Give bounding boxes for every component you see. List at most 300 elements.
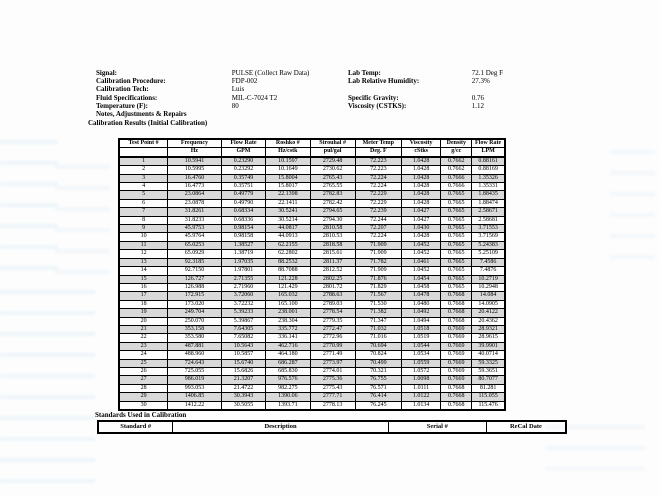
table-cell: 336.141 bbox=[266, 334, 310, 342]
table-cell: 0.7665 bbox=[441, 191, 472, 199]
table-cell: 2 bbox=[119, 166, 168, 174]
table-cell: 2794.65 bbox=[310, 208, 355, 216]
table-cell: 2815.61 bbox=[310, 250, 355, 258]
table-cell: 3 bbox=[119, 174, 168, 182]
table-cell: 5 bbox=[119, 191, 168, 199]
table-row bbox=[119, 275, 505, 283]
table-row bbox=[119, 241, 505, 249]
table-cell: ReCal Date bbox=[486, 421, 566, 433]
table-cell: 10.1597 bbox=[266, 157, 310, 166]
table-cell: 115.476 bbox=[472, 401, 505, 410]
table-cell: 88.7088 bbox=[266, 267, 310, 275]
table-row bbox=[98, 421, 566, 433]
table-cell: 464.180 bbox=[266, 351, 310, 359]
table-row bbox=[119, 292, 505, 300]
table-cell: 15.6740 bbox=[221, 359, 265, 367]
table-cell: 71.530 bbox=[355, 300, 401, 308]
table-row bbox=[119, 283, 505, 291]
info-row bbox=[348, 77, 503, 85]
info-row bbox=[348, 69, 503, 77]
table-cell: 2812.52 bbox=[310, 267, 355, 275]
table-cell: 17 bbox=[119, 292, 168, 300]
table-cell: 71.032 bbox=[355, 325, 401, 333]
table-row bbox=[119, 166, 505, 174]
calibration-table-header bbox=[119, 139, 505, 157]
table-cell: 1.97035 bbox=[221, 258, 265, 266]
table-row bbox=[119, 351, 505, 359]
table-cell: 72.244 bbox=[355, 216, 401, 224]
table-cell: 20.4362 bbox=[472, 317, 505, 325]
table-cell: 724.643 bbox=[168, 359, 222, 367]
info-row-spacer bbox=[348, 85, 503, 93]
table-cell: Flow Rate bbox=[221, 139, 265, 148]
table-cell: 2765.43 bbox=[310, 174, 355, 182]
table-cell: 5.25109 bbox=[472, 250, 505, 258]
table-cell: 10.5995 bbox=[168, 166, 222, 174]
table-cell: 2.58681 bbox=[472, 216, 505, 224]
table-cell: 19 bbox=[119, 309, 168, 317]
table-cell: 1.0430 bbox=[401, 225, 440, 233]
table-cell: Roshko # bbox=[266, 139, 310, 148]
table-cell: 8 bbox=[119, 216, 168, 224]
table-cell: 72.229 bbox=[355, 191, 401, 199]
table-row bbox=[119, 183, 505, 191]
table-cell: 0.7665 bbox=[441, 225, 472, 233]
table-cell: 13 bbox=[119, 258, 168, 266]
table-cell: 1.0492 bbox=[401, 309, 440, 317]
table-cell: 0.49779 bbox=[221, 191, 265, 199]
scan-artifact bbox=[55, 165, 110, 275]
table-cell: 2773.97 bbox=[310, 359, 355, 367]
standards-table bbox=[97, 420, 567, 434]
table-cell: 72.224 bbox=[355, 174, 401, 182]
table-cell: Test Point # bbox=[119, 139, 168, 148]
field-value: 72.1 Deg F bbox=[471, 69, 504, 77]
table-cell: 2774.01 bbox=[310, 367, 355, 375]
table-cell: 0.35751 bbox=[221, 183, 265, 191]
table-cell: 40.0714 bbox=[472, 351, 505, 359]
table-cell: 21.3207 bbox=[221, 376, 265, 384]
table-row bbox=[119, 250, 505, 258]
field-label: Lab Temp: bbox=[348, 69, 381, 77]
table-cell: 2777.71 bbox=[310, 393, 355, 401]
table-row bbox=[119, 216, 505, 224]
table-cell: 0.7665 bbox=[441, 241, 472, 249]
scan-artifact bbox=[0, 140, 58, 270]
table-cell: 0.7665 bbox=[441, 283, 472, 291]
table-cell: 0.7665 bbox=[441, 275, 472, 283]
table-cell: 115.055 bbox=[472, 393, 505, 401]
table-cell: Deg. F bbox=[355, 148, 401, 157]
table-cell: 1.0461 bbox=[401, 258, 440, 266]
table-cell: 1.0480 bbox=[401, 300, 440, 308]
table-cell: 2775.36 bbox=[310, 376, 355, 384]
table-cell: 0.7668 bbox=[441, 401, 472, 410]
table-cell: 2794.30 bbox=[310, 216, 355, 224]
table-cell: 2779.35 bbox=[310, 317, 355, 325]
table-cell: 0.7665 bbox=[441, 258, 472, 266]
table-cell: 30.3943 bbox=[221, 393, 265, 401]
scan-artifact bbox=[610, 150, 655, 270]
table-cell: 3.71553 bbox=[472, 225, 505, 233]
table-row bbox=[119, 208, 505, 216]
field-label: Calibration Procedure: bbox=[96, 77, 166, 86]
table-cell: 1.38527 bbox=[221, 241, 265, 249]
table-cell: 27 bbox=[119, 376, 168, 384]
table-cell: 976.576 bbox=[266, 376, 310, 384]
field-label: Calibration Tech: bbox=[96, 85, 149, 94]
table-cell: 23.0878 bbox=[168, 199, 222, 207]
table-cell: 121.429 bbox=[266, 283, 310, 291]
table-cell: 71.909 bbox=[355, 241, 401, 249]
results-heading: Calibration Results (Initial Calibration) bbox=[88, 119, 208, 127]
field-value: MIL-C-7024 T2 bbox=[231, 93, 278, 102]
table-row bbox=[119, 334, 505, 342]
table-cell: 81.281 bbox=[472, 384, 505, 392]
table-cell: 2.71960 bbox=[221, 283, 265, 291]
table-cell: 1.0458 bbox=[401, 283, 440, 291]
table-cell: 71.382 bbox=[355, 309, 401, 317]
table-cell: 71.347 bbox=[355, 317, 401, 325]
table-cell: 72.229 bbox=[355, 199, 401, 207]
table-cell: 1.0544 bbox=[401, 342, 440, 350]
table-cell: 70.694 bbox=[355, 342, 401, 350]
table-row bbox=[119, 317, 505, 325]
table-cell: 2775.43 bbox=[310, 384, 355, 392]
table-row bbox=[119, 157, 505, 166]
field-label: Viscosity (CSTKS): bbox=[348, 101, 407, 110]
table-cell: 6 bbox=[119, 199, 168, 207]
table-cell: 20.4122 bbox=[472, 309, 505, 317]
table-cell: 21.4722 bbox=[221, 384, 265, 392]
table-cell: 353.158 bbox=[168, 325, 222, 333]
table-cell: 685.830 bbox=[266, 367, 310, 375]
table-cell: 1.0559 bbox=[401, 359, 440, 367]
table-cell: 1.0452 bbox=[401, 241, 440, 249]
info-row bbox=[96, 94, 309, 102]
table-cell: 70.824 bbox=[355, 351, 401, 359]
table-cell: 16.4760 bbox=[168, 174, 222, 182]
table-cell: 0.7668 bbox=[441, 393, 472, 401]
table-cell: 1.0098 bbox=[401, 376, 440, 384]
table-cell: 65.0929 bbox=[168, 250, 222, 258]
table-cell: 10.5857 bbox=[221, 351, 265, 359]
table-cell: 7.65082 bbox=[221, 334, 265, 342]
table-cell: 1.0452 bbox=[401, 267, 440, 275]
table-cell: 44.0913 bbox=[266, 233, 310, 241]
table-cell: 72.223 bbox=[355, 157, 401, 166]
table-cell: 45.9764 bbox=[168, 233, 222, 241]
table-cell: 76.414 bbox=[355, 393, 401, 401]
table-cell: 1.0428 bbox=[401, 157, 440, 166]
table-cell: 1406.85 bbox=[168, 393, 222, 401]
table-cell: 62.2802 bbox=[266, 250, 310, 258]
table-cell: 3.72232 bbox=[221, 300, 265, 308]
table-cell: 0.35749 bbox=[221, 174, 265, 182]
table-row bbox=[119, 359, 505, 367]
table-cell: 0.88169 bbox=[472, 166, 505, 174]
table-cell: Frequency bbox=[168, 139, 222, 148]
table-cell: 1.97801 bbox=[221, 267, 265, 275]
table-cell: 1.35331 bbox=[472, 183, 505, 191]
table-cell: 7.4876 bbox=[472, 267, 505, 275]
table-cell: 0.7669 bbox=[441, 376, 472, 384]
table-cell: 76.245 bbox=[355, 401, 401, 410]
table-cell: Flow Rate bbox=[472, 139, 505, 148]
table-cell: 76.571 bbox=[355, 384, 401, 392]
table-cell: 62.2155 bbox=[266, 241, 310, 249]
table-cell: 0.7666 bbox=[441, 183, 472, 191]
table-cell: 2765.55 bbox=[310, 183, 355, 191]
field-label: Temperature (F): bbox=[96, 101, 148, 110]
table-cell: Hz/cstk bbox=[266, 148, 310, 157]
table-cell: 1.88474 bbox=[472, 199, 505, 207]
table-cell: 14 bbox=[119, 267, 168, 275]
scan-artifact bbox=[0, 290, 95, 490]
table-cell: 0.7665 bbox=[441, 233, 472, 241]
table-cell: 1.0518 bbox=[401, 325, 440, 333]
table-cell: 121.228 bbox=[266, 275, 310, 283]
table-cell: 0.7668 bbox=[441, 317, 472, 325]
table-cell bbox=[119, 148, 168, 157]
table-cell: 1.0428 bbox=[401, 191, 440, 199]
table-cell: 30.5055 bbox=[221, 401, 265, 410]
table-cell: pul/gal bbox=[310, 148, 355, 157]
table-cell: 2810.58 bbox=[310, 225, 355, 233]
table-row bbox=[119, 300, 505, 308]
field-label: Fluid Specifications: bbox=[96, 93, 158, 102]
table-cell: 0.7665 bbox=[441, 250, 472, 258]
table-cell: 1.0494 bbox=[401, 317, 440, 325]
table-cell: g/cc bbox=[441, 148, 472, 157]
table-cell: 65.0253 bbox=[168, 241, 222, 249]
table-cell: 0.98154 bbox=[221, 225, 265, 233]
table-cell: 1.0428 bbox=[401, 199, 440, 207]
table-cell: 2811.37 bbox=[310, 258, 355, 266]
table-cell: 28.9321 bbox=[472, 325, 505, 333]
table-row bbox=[119, 191, 505, 199]
table-cell: 71.016 bbox=[355, 334, 401, 342]
table-cell: 1.38719 bbox=[221, 250, 265, 258]
table-cell: 0.23292 bbox=[221, 166, 265, 174]
table-cell: 2788.63 bbox=[310, 292, 355, 300]
table-cell: 172.915 bbox=[168, 292, 222, 300]
table-cell: 4 bbox=[119, 183, 168, 191]
table-cell: 1.0534 bbox=[401, 351, 440, 359]
table-cell: 22.1411 bbox=[266, 199, 310, 207]
info-row bbox=[96, 77, 309, 85]
table-cell: 725.055 bbox=[168, 367, 222, 375]
table-cell: 1.0427 bbox=[401, 208, 440, 216]
table-cell: 2772.96 bbox=[310, 334, 355, 342]
table-cell: 15.8004 bbox=[266, 174, 310, 182]
table-cell: 28.9615 bbox=[472, 334, 505, 342]
table-cell: Standard # bbox=[98, 421, 173, 433]
table-cell: 39.9901 bbox=[472, 342, 505, 350]
table-cell: 1.0427 bbox=[401, 216, 440, 224]
table-cell: 70.321 bbox=[355, 367, 401, 375]
table-cell: 1.0134 bbox=[401, 401, 440, 410]
table-cell: 0.88161 bbox=[472, 157, 505, 166]
table-cell: 2802.25 bbox=[310, 275, 355, 283]
table-cell: cStks bbox=[401, 148, 440, 157]
table-cell: 72.224 bbox=[355, 183, 401, 191]
table-cell: 993.053 bbox=[168, 384, 222, 392]
table-cell: 1.0572 bbox=[401, 367, 440, 375]
table-cell: 71.567 bbox=[355, 292, 401, 300]
table-cell: 44.0817 bbox=[266, 225, 310, 233]
field-value: 27.3% bbox=[471, 77, 490, 86]
table-cell: 7 bbox=[119, 208, 168, 216]
table-cell: 72.207 bbox=[355, 225, 401, 233]
table-cell: 0.68336 bbox=[221, 216, 265, 224]
field-value: FDP-002 bbox=[231, 77, 258, 86]
table-cell: GPM bbox=[221, 148, 265, 157]
table-cell: 0.7665 bbox=[441, 199, 472, 207]
table-cell: 1.0519 bbox=[401, 334, 440, 342]
field-label: Specific Gravity: bbox=[348, 93, 399, 102]
table-cell: 2789.03 bbox=[310, 300, 355, 308]
table-cell: 1.0428 bbox=[401, 174, 440, 182]
table-cell: 0.68334 bbox=[221, 208, 265, 216]
table-cell: 0.7665 bbox=[441, 267, 472, 275]
table-cell: 488.960 bbox=[168, 351, 222, 359]
table-cell: 30 bbox=[119, 401, 168, 410]
table-cell: 24 bbox=[119, 351, 168, 359]
table-cell: 1393.71 bbox=[266, 401, 310, 410]
table-row bbox=[119, 309, 505, 317]
table-row bbox=[119, 139, 505, 148]
table-row bbox=[119, 401, 505, 410]
field-value: 80 bbox=[231, 101, 239, 110]
table-cell: Strouhal # bbox=[310, 139, 355, 148]
table-cell: 462.716 bbox=[266, 342, 310, 350]
table-cell: 15.6826 bbox=[221, 367, 265, 375]
notes-heading: Notes, Adjustments & Repairs bbox=[96, 110, 187, 118]
table-cell: 21 bbox=[119, 325, 168, 333]
table-cell: 982.275 bbox=[266, 384, 310, 392]
table-row bbox=[119, 376, 505, 384]
table-cell: 1.0452 bbox=[401, 250, 440, 258]
table-cell: 238.304 bbox=[266, 317, 310, 325]
table-cell: 335.772 bbox=[266, 325, 310, 333]
table-cell: 15 bbox=[119, 275, 168, 283]
table-row bbox=[119, 233, 505, 241]
table-cell: 92.7150 bbox=[168, 267, 222, 275]
table-cell: 5.39867 bbox=[221, 317, 265, 325]
table-cell: 22.1398 bbox=[266, 191, 310, 199]
standards-table-header bbox=[98, 421, 566, 433]
table-cell: 0.49790 bbox=[221, 199, 265, 207]
table-cell: 30.5214 bbox=[266, 216, 310, 224]
table-cell: 26 bbox=[119, 367, 168, 375]
info-block-left bbox=[96, 69, 309, 110]
table-cell: 0.7662 bbox=[441, 166, 472, 174]
table-cell: 2.58671 bbox=[472, 208, 505, 216]
table-cell: Description bbox=[173, 421, 388, 433]
table-cell: 0.7665 bbox=[441, 216, 472, 224]
table-cell: 5.39233 bbox=[221, 309, 265, 317]
table-cell: 0.7669 bbox=[441, 325, 472, 333]
table-cell: 28 bbox=[119, 384, 168, 392]
table-cell: 10.2719 bbox=[472, 275, 505, 283]
table-cell: 72.239 bbox=[355, 208, 401, 216]
table-cell: 71.782 bbox=[355, 258, 401, 266]
table-cell: 72.224 bbox=[355, 233, 401, 241]
table-cell: 238.001 bbox=[266, 309, 310, 317]
table-cell: 10 bbox=[119, 233, 168, 241]
table-row bbox=[119, 367, 505, 375]
table-cell: 10.5941 bbox=[168, 157, 222, 166]
table-cell: 0.7669 bbox=[441, 367, 472, 375]
table-cell: 22 bbox=[119, 334, 168, 342]
field-value: Luis bbox=[231, 85, 245, 94]
table-cell: 126.988 bbox=[168, 283, 222, 291]
table-cell: 3.71569 bbox=[472, 233, 505, 241]
table-row bbox=[119, 325, 505, 333]
table-cell: 1.0428 bbox=[401, 166, 440, 174]
table-cell: 80.7077 bbox=[472, 376, 505, 384]
table-cell: 70.499 bbox=[355, 359, 401, 367]
table-cell: 88.2532 bbox=[266, 258, 310, 266]
table-cell: 76.755 bbox=[355, 376, 401, 384]
table-cell: 0.7665 bbox=[441, 208, 472, 216]
table-cell: 14.084 bbox=[472, 292, 505, 300]
table-cell: 0.7669 bbox=[441, 359, 472, 367]
table-cell: 92.3185 bbox=[168, 258, 222, 266]
table-cell: 986.019 bbox=[168, 376, 222, 384]
table-cell: 1.35326 bbox=[472, 174, 505, 182]
table-cell: 45.9753 bbox=[168, 225, 222, 233]
table-cell: 2.71355 bbox=[221, 275, 265, 283]
table-row bbox=[119, 199, 505, 207]
table-cell: 31.8261 bbox=[168, 208, 222, 216]
table-cell: 2782.42 bbox=[310, 199, 355, 207]
table-cell: 2801.72 bbox=[310, 283, 355, 291]
table-cell: 7.64305 bbox=[221, 325, 265, 333]
table-cell: 12 bbox=[119, 250, 168, 258]
table-cell: 0.7669 bbox=[441, 351, 472, 359]
table-cell: Serial # bbox=[388, 421, 486, 433]
table-cell: 59.3325 bbox=[472, 359, 505, 367]
table-row bbox=[119, 267, 505, 275]
table-cell: 31.8233 bbox=[168, 216, 222, 224]
table-cell: 30.5241 bbox=[266, 208, 310, 216]
table-cell: Meter Temp bbox=[355, 139, 401, 148]
table-cell: 353.580 bbox=[168, 334, 222, 342]
table-cell: 71.909 bbox=[355, 250, 401, 258]
table-cell: 0.7668 bbox=[441, 309, 472, 317]
table-cell: 249.704 bbox=[168, 309, 222, 317]
table-cell: 14.0905 bbox=[472, 300, 505, 308]
table-cell: 1.0122 bbox=[401, 393, 440, 401]
table-cell: 2772.47 bbox=[310, 325, 355, 333]
table-cell: 29 bbox=[119, 393, 168, 401]
table-cell: 1.0428 bbox=[401, 233, 440, 241]
field-label: Signal: bbox=[96, 69, 118, 77]
table-cell: 23.0864 bbox=[168, 191, 222, 199]
table-cell: 1.88435 bbox=[472, 191, 505, 199]
table-cell: 10.1649 bbox=[266, 166, 310, 174]
table-cell: 18 bbox=[119, 300, 168, 308]
table-row bbox=[119, 342, 505, 350]
table-cell: 173.020 bbox=[168, 300, 222, 308]
table-cell: 16 bbox=[119, 283, 168, 291]
table-cell: 59.3651 bbox=[472, 367, 505, 375]
table-cell: 0.7668 bbox=[441, 292, 472, 300]
info-row bbox=[348, 94, 503, 102]
table-cell: 10.5643 bbox=[221, 342, 265, 350]
